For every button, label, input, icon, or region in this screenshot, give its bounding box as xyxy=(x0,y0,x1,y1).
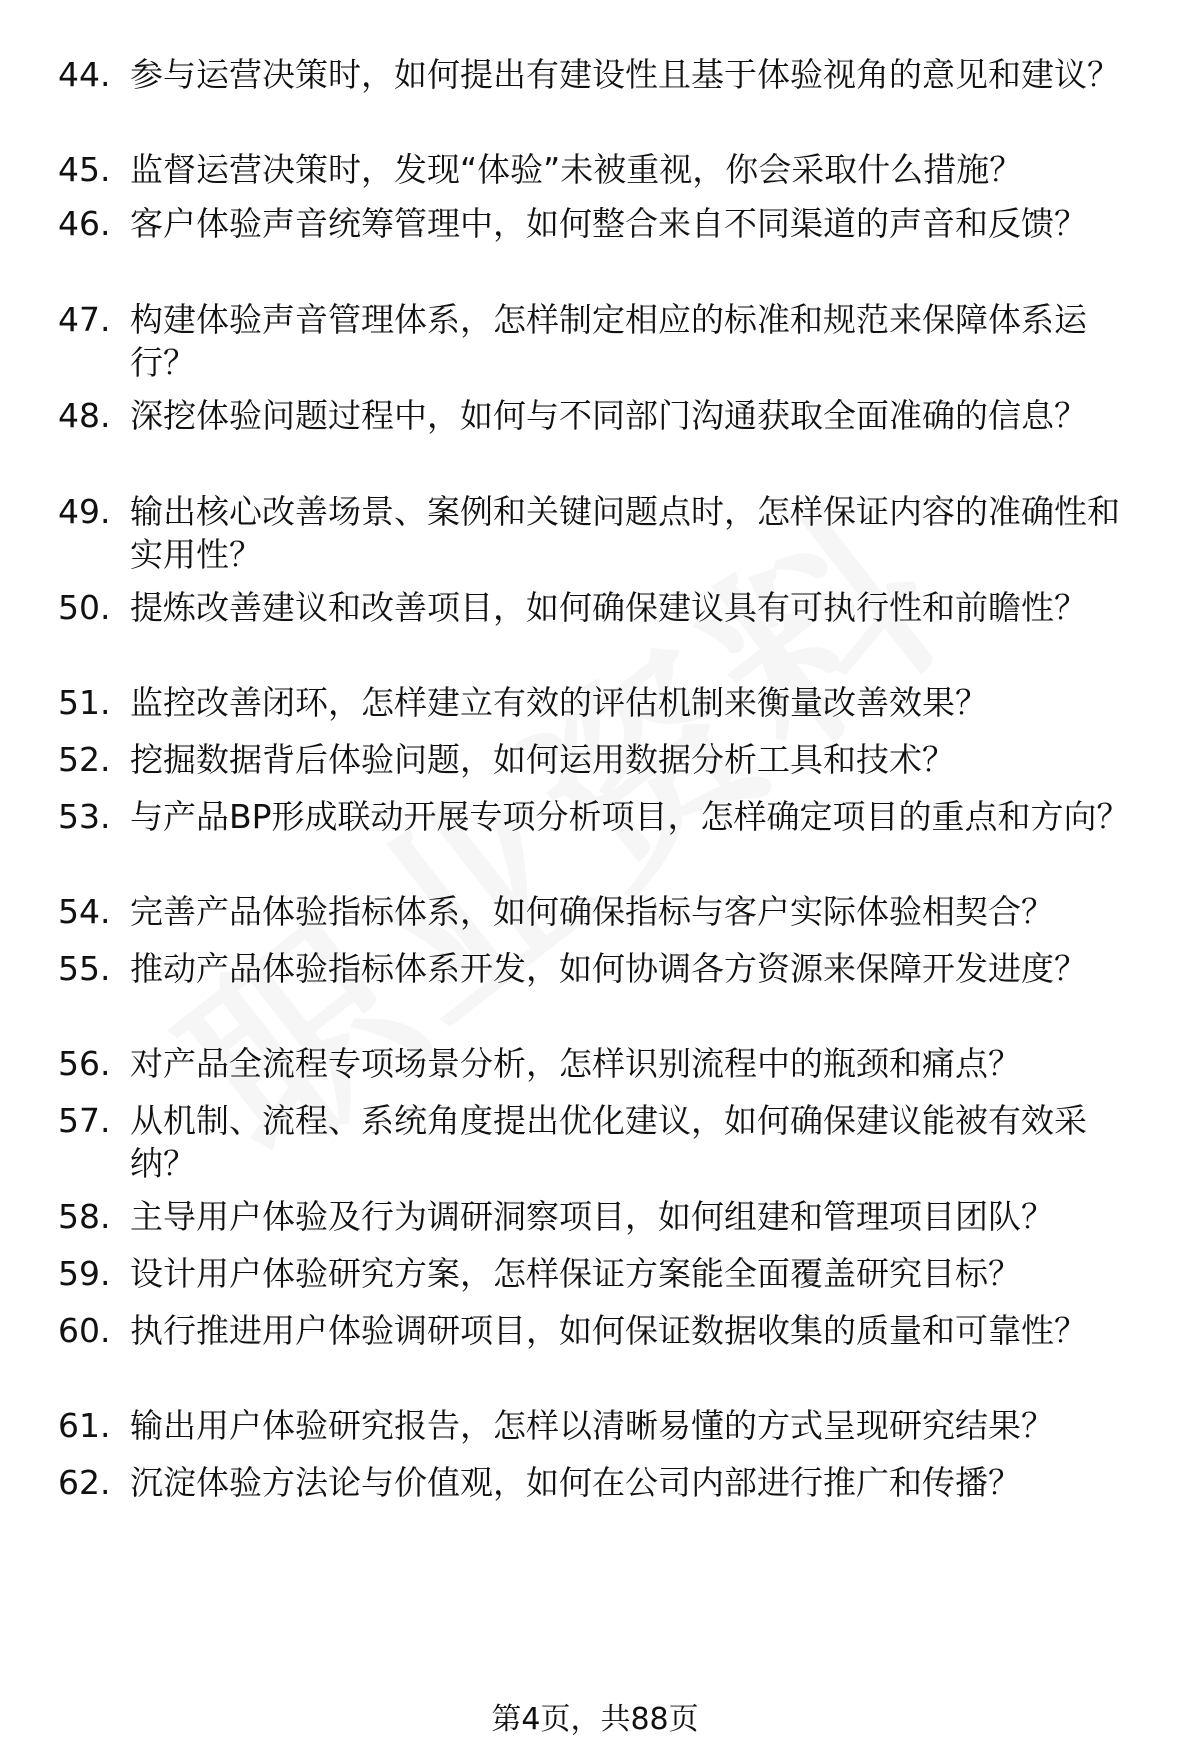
question-text: 执行推进用户体验调研项目，如何保证数据收集的质量和可靠性？ xyxy=(130,1311,1087,1350)
question-text: 对产品全流程专项场景分析，怎样识别流程中的瓶颈和痛点？ xyxy=(130,1044,1021,1083)
question-item xyxy=(58,1099,1158,1185)
question-text: 沉淀体验方法论与价值观，如何在公司内部进行推广和传播？ xyxy=(130,1463,1021,1502)
question-item xyxy=(58,681,1158,724)
question-text: 监控改善闭环，怎样建立有效的评估机制来衡量改善效果？ xyxy=(130,683,988,722)
question-text: 输出用户体验研究报告，怎样以清晰易懂的方式呈现研究结果？ xyxy=(130,1406,1054,1445)
question-text: 完善产品体验指标体系，如何确保指标与客户实际体验相契合？ xyxy=(130,892,1054,931)
question-number: 54. xyxy=(58,892,111,931)
question-number: 53. xyxy=(58,797,111,836)
question-item xyxy=(58,890,1158,933)
question-number: 59. xyxy=(58,1254,111,1293)
question-text: 客户体验声音统筹管理中，如何整合来自不同渠道的声音和反馈？ xyxy=(130,204,1087,243)
question-number: 51. xyxy=(58,683,111,722)
question-text: 推动产品体验指标体系开发，如何协调各方资源来保障开发进度？ xyxy=(130,949,1087,988)
question-text: 挖掘数据背后体验问题，如何运用数据分析工具和技术？ xyxy=(130,740,955,779)
page-footer: 第4页，共88页 xyxy=(491,1702,699,1737)
question-number: 61. xyxy=(58,1406,111,1445)
question-text: 监督运营决策时，发现“体验”未被重视，你会采取什么措施？ xyxy=(130,150,1023,189)
question-item xyxy=(58,394,1158,437)
question-text: 设计用户体验研究方案，怎样保证方案能全面覆盖研究目标？ xyxy=(130,1254,1021,1293)
question-item xyxy=(58,586,1158,629)
question-number: 48. xyxy=(58,396,111,435)
question-item xyxy=(58,148,1158,191)
question-text: 从机制、流程、系统角度提出优化建议，如何确保建议能被有效采纳？ xyxy=(130,1101,1087,1183)
question-number: 44. xyxy=(58,55,111,94)
question-text: 输出核心改善场景、案例和关键问题点时，怎样保证内容的准确性和实用性？ xyxy=(130,492,1120,574)
question-text: 参与运营决策时，如何提出有建设性且基于体验视角的意见和建议？ xyxy=(130,55,1120,94)
question-item xyxy=(58,1461,1158,1504)
question-number: 45. xyxy=(58,150,111,189)
question-item xyxy=(58,1042,1158,1085)
question-item xyxy=(58,795,1158,838)
question-text: 提炼改善建议和改善项目，如何确保建议具有可执行性和前瞻性？ xyxy=(130,588,1087,627)
question-item xyxy=(58,1404,1158,1447)
question-item xyxy=(58,298,1158,384)
question-number: 50. xyxy=(58,588,111,627)
question-number: 47. xyxy=(58,300,111,339)
question-number: 46. xyxy=(58,204,111,243)
question-text: 构建体验声音管理体系，怎样制定相应的标准和规范来保障体系运行？ xyxy=(130,300,1087,382)
question-text: 主导用户体验及行为调研洞察项目，如何组建和管理项目团队？ xyxy=(130,1197,1054,1236)
question-number: 58. xyxy=(58,1197,111,1236)
question-number: 60. xyxy=(58,1311,111,1350)
question-text: 与产品BP形成联动开展专项分析项目，怎样确定项目的重点和方向？ xyxy=(130,797,1130,836)
question-number: 55. xyxy=(58,949,111,988)
question-item xyxy=(58,490,1158,576)
question-number: 62. xyxy=(58,1463,111,1502)
question-item xyxy=(58,738,1158,781)
question-item xyxy=(58,1195,1158,1238)
question-item xyxy=(58,1309,1158,1352)
question-item xyxy=(58,53,1158,96)
question-text: 深挖体验问题过程中，如何与不同部门沟通获取全面准确的信息？ xyxy=(130,396,1087,435)
question-number: 52. xyxy=(58,740,111,779)
question-item xyxy=(58,202,1158,245)
question-number: 57. xyxy=(58,1101,111,1140)
question-number: 49. xyxy=(58,492,111,531)
question-item xyxy=(58,947,1158,990)
question-item xyxy=(58,1252,1158,1295)
question-number: 56. xyxy=(58,1044,111,1083)
